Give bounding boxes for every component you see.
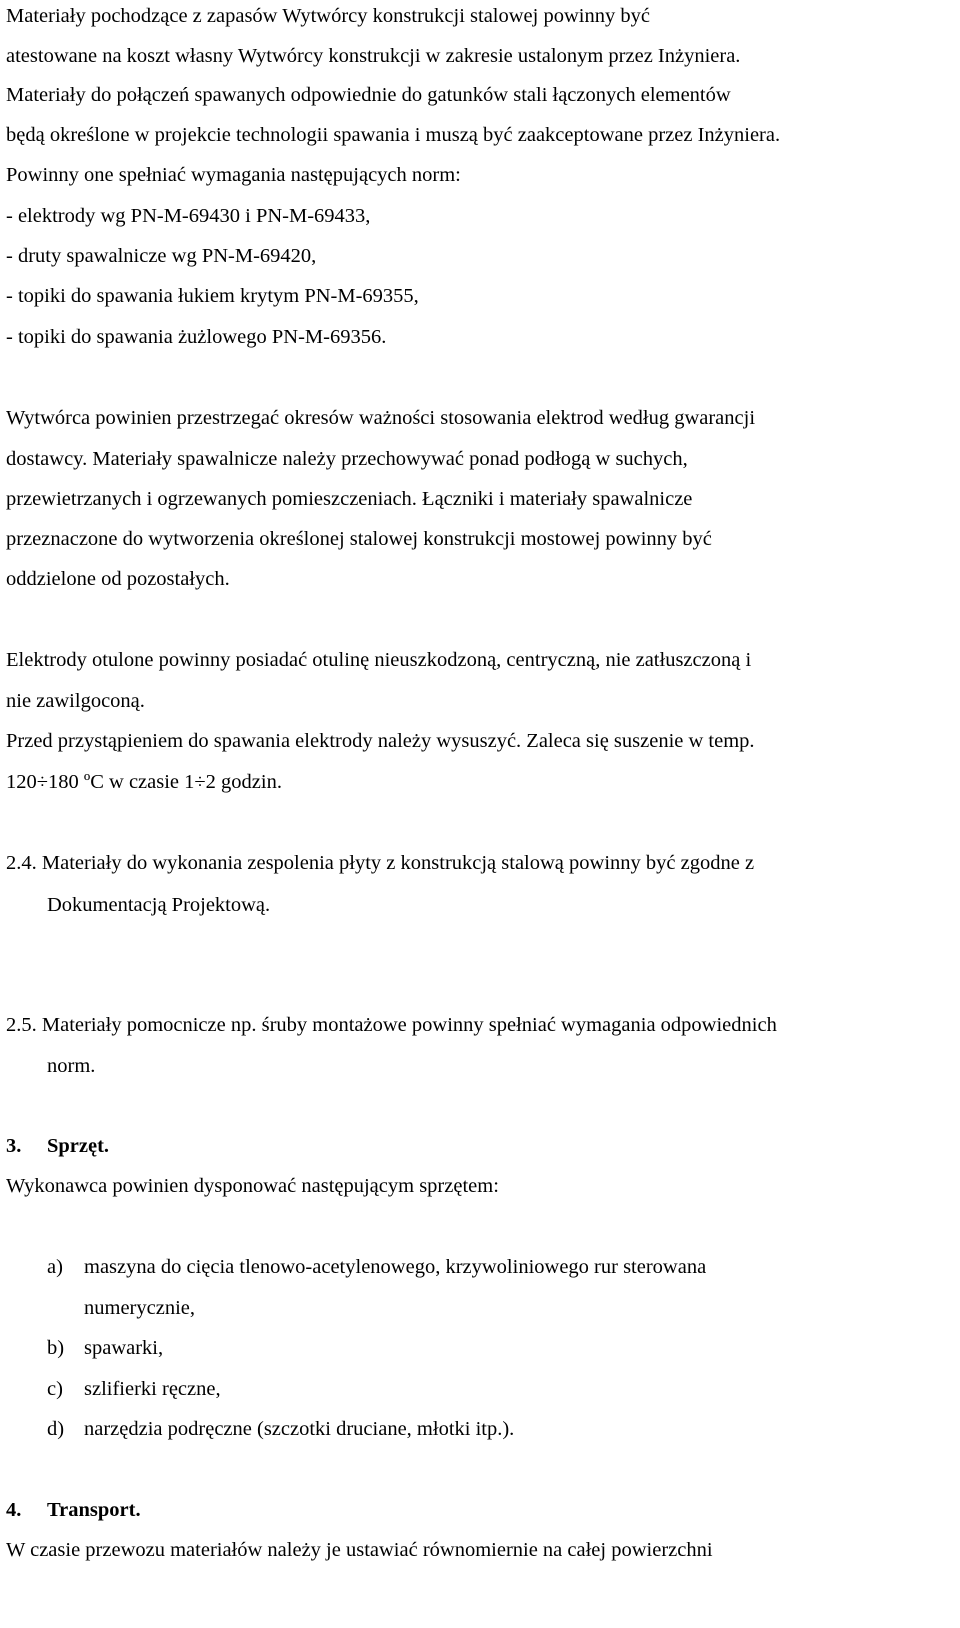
list-item-text: spawarki, bbox=[84, 1337, 164, 1359]
item-2-4-line: 2.4. Materiały do wykonania zespolenia płyty z konstrukcją stalową powinny być zgodne z bbox=[6, 852, 755, 874]
norm-item: - druty spawalnicze wg PN-M-69420, bbox=[6, 245, 317, 267]
item-2-4-line: Dokumentacją Projektową. bbox=[47, 894, 271, 916]
paragraph-line: Elektrody otulone powinny posiadać otulinę nieuszkodzoną, centryczną, nie zatłuszczoną i bbox=[6, 649, 752, 671]
norm-item: - topiki do spawania żużlowego PN-M-69356. bbox=[6, 326, 387, 348]
list-item-text: numerycznie, bbox=[84, 1297, 195, 1319]
paragraph-line: dostawcy. Materiały spawalnicze należy przechowywać ponad podłogą w suchych, bbox=[6, 448, 688, 470]
list-item-text: maszyna do cięcia tlenowo-acetylenowego, krzywoliniowego rur sterowana bbox=[84, 1256, 707, 1278]
paragraph-line: przewietrzanych i ogrzewanych pomieszczeniach. Łączniki i materiały spawalnicze bbox=[6, 488, 693, 510]
paragraph-line: Materiały do połączeń spawanych odpowiednie do gatunków stali łączonych elementów bbox=[6, 84, 731, 106]
list-item-letter: c) bbox=[47, 1378, 63, 1400]
list-item-letter: d) bbox=[47, 1418, 65, 1440]
paragraph-line: Wytwórca powinien przestrzegać okresów ważności stosowania elektrod według gwarancji bbox=[6, 407, 756, 429]
section-number: 3. bbox=[6, 1135, 22, 1157]
list-item-text: narzędzia podręczne (szczotki druciane, młotki itp.). bbox=[84, 1418, 515, 1440]
list-item-letter: a) bbox=[47, 1256, 63, 1278]
paragraph-line: przeznaczone do wytworzenia określonej stalowej konstrukcji mostowej powinny być bbox=[6, 528, 712, 550]
list-item-text: szlifierki ręczne, bbox=[84, 1378, 221, 1400]
item-2-5-line: 2.5. Materiały pomocnicze np. śruby montażowe powinny spełniać wymagania odpowiednich bbox=[6, 1014, 777, 1036]
item-2-5-line: norm. bbox=[47, 1055, 96, 1077]
list-item-letter: b) bbox=[47, 1337, 65, 1359]
norm-item: - elektrody wg PN-M-69430 i PN-M-69433, bbox=[6, 205, 371, 227]
paragraph-line: atestowane na koszt własny Wytwórcy konstrukcji w zakresie ustalonym przez Inżyniera. bbox=[6, 45, 741, 67]
section-title: Sprzęt. bbox=[47, 1135, 110, 1157]
section-number: 4. bbox=[6, 1499, 22, 1521]
section-intro: Wykonawca powinien dysponować następującym sprzętem: bbox=[6, 1175, 499, 1197]
section-title: Transport. bbox=[47, 1499, 141, 1521]
paragraph-line: 120÷180 ºC w czasie 1÷2 godzin. bbox=[6, 771, 282, 793]
paragraph-line: będą określone w projekcie technologii spawania i muszą być zaakceptowane przez Inżyniera. bbox=[6, 124, 781, 146]
paragraph-line: oddzielone od pozostałych. bbox=[6, 568, 230, 590]
paragraph-line: Przed przystąpieniem do spawania elektrody należy wysuszyć. Zaleca się suszenie w temp. bbox=[6, 730, 755, 752]
paragraph-line: nie zawilgoconą. bbox=[6, 690, 145, 712]
paragraph-line: Powinny one spełniać wymagania następujących norm: bbox=[6, 164, 461, 186]
paragraph-line: W czasie przewozu materiałów należy je ustawiać równomiernie na całej powierzchni bbox=[6, 1539, 713, 1561]
paragraph-line: Materiały pochodzące z zapasów Wytwórcy konstrukcji stalowej powinny być bbox=[6, 5, 650, 27]
norm-item: - topiki do spawania łukiem krytym PN-M-69355, bbox=[6, 285, 419, 307]
